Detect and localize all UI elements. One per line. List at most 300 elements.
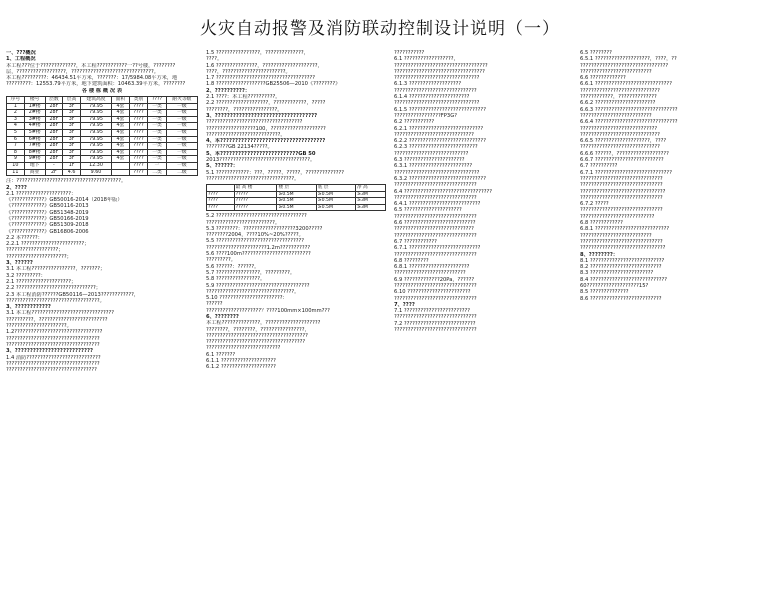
text-line: ??????????????????????????????? <box>580 188 666 195</box>
text-line: 《????????????》GB51309-2018 <box>6 222 89 229</box>
text-line: ?????????????????????????????? <box>394 327 477 334</box>
text-line: 1.4 消防??????????????????????????? <box>6 354 101 361</box>
text-line: 3、???????????? <box>6 304 51 311</box>
table-cell: 4套 <box>112 103 130 110</box>
text-line: ????????，????????????????。 <box>206 106 283 113</box>
table-row <box>7 130 198 137</box>
building-table-body <box>7 103 198 176</box>
text-line: ????????????????????????????? <box>394 226 474 233</box>
install-table-body <box>207 191 386 211</box>
text-line: 2.2 ?????????????????????????????； <box>6 285 101 292</box>
table-cell: 一 <box>148 163 167 170</box>
text-line: 6、???????? <box>206 313 239 320</box>
table-cell: 一级 <box>166 143 197 150</box>
table-cell: 79.95 <box>80 143 111 150</box>
table-cell: 79.95 <box>80 103 111 110</box>
text-line: 《????????????》GB50016-2014（2018年版） <box>6 197 123 204</box>
text-line: 6.1.2 ???????????????????? <box>206 364 276 371</box>
text-line: 8.6 ?????????????????????????? <box>580 295 662 302</box>
text-line: ?????????????????????????? <box>394 270 466 277</box>
table-cell: ≥0.5M <box>316 204 355 211</box>
text-line: ????????????????????????????????? <box>6 367 97 374</box>
text-line: 2.2.1 ???????????????????????； <box>6 241 90 248</box>
table-cell: 一类 <box>148 110 167 117</box>
text-line: ?????????????????FP3G? <box>394 112 457 119</box>
text-line: 6.1.5 ???????????????????????????? <box>394 106 486 113</box>
text-line: 5、本??????????????????????????GB 50 <box>206 150 316 157</box>
text-line: 1.2???????????????????????????????? <box>6 329 103 336</box>
text-line: 6.1.4 ?????????????????????? <box>394 94 470 101</box>
table-cell: 7#楼 <box>24 143 45 150</box>
table-cell: 5#楼 <box>24 130 45 137</box>
table-cell: 3F <box>63 136 81 143</box>
table-cell: 79.95 <box>80 156 111 163</box>
text-line: 5.5 ???????????????????????????????? <box>206 238 305 245</box>
table-cell: 一级 <box>166 156 197 163</box>
text-line: ??????????????????????????? <box>580 213 655 220</box>
table-cell: 8 <box>7 149 25 156</box>
table-cell: 9#楼 <box>24 156 45 163</box>
text-line: 2013?????????????????????????????????。 <box>206 157 316 164</box>
text-line: ???????????????????????????????? <box>580 62 669 69</box>
table-cell: 二级 <box>166 169 197 176</box>
text-line: 注：??????????????????????????????????????。 <box>6 178 127 185</box>
text-line: 8.2 ?????????????????????????? <box>580 264 662 271</box>
text-line: ??????????????????????????????????。 <box>6 297 105 304</box>
table-cell: 12.30 <box>80 163 111 170</box>
table-cell: 2F <box>45 169 63 176</box>
text-line: 6.5.1 ????????????????????，????，?? <box>580 56 677 63</box>
text-line: ?????????????????????????????? <box>394 194 477 201</box>
text-line: ??????????????????????1.2m??????????? <box>206 244 311 251</box>
table-cell: 4套 <box>112 149 130 156</box>
table-cell: ≥0.5M <box>316 198 355 205</box>
table-cell: 3F <box>63 103 81 110</box>
text-line: ????????????????????????????????。 <box>206 288 300 295</box>
table-cell: 4 <box>7 123 25 130</box>
text-line: ??????????????????????????????? <box>394 169 480 176</box>
column-2 <box>206 50 386 602</box>
table-cell: 1 <box>7 103 25 110</box>
table-cell: 4#楼 <box>24 123 45 130</box>
table-cell: 79.95 <box>80 136 111 143</box>
table-cell: ???? <box>207 191 235 198</box>
text-line: 6.6.6 ??????，??????????????????? <box>580 150 669 157</box>
table-cell: 5 <box>7 130 25 137</box>
text-line: 2、???? <box>6 184 27 191</box>
building-table <box>6 96 198 176</box>
table-cell: 28F <box>45 130 63 137</box>
table-cell: 一级 <box>166 149 197 156</box>
table-cell: ???? <box>129 156 148 163</box>
text-line: 6.3.1 ??????????????????????? <box>394 163 473 170</box>
table-cell: 79.95 <box>80 149 111 156</box>
linkage-text <box>394 50 572 333</box>
text-line: 6.8.1 ??????????????????????????? <box>580 226 670 233</box>
text-line: ????????2004，????10%~20%?????。 <box>206 232 304 239</box>
text-line: ????????????????????????????? <box>580 131 660 138</box>
text-line: 5.9 ?????????????????????????????????? <box>206 282 310 289</box>
text-line: ?????????????????????????? <box>580 232 652 239</box>
text-line: ?????????????????????????????? <box>394 182 477 189</box>
text-line: 6.1 ??????? <box>206 351 236 358</box>
text-line: 1.5 ????????????????，??????????????， <box>206 50 309 56</box>
table-cell: 4套 <box>112 143 130 150</box>
table-cell: ???? <box>129 169 148 176</box>
text-line: ???????????????????； <box>6 247 64 254</box>
table-cell: ???? <box>129 163 148 170</box>
text-line: 8.1 ??????????????????????????? <box>580 257 665 264</box>
text-line: 6.6.3 ?????????????????????????????? <box>580 106 678 113</box>
table-cell: ???? <box>207 204 235 211</box>
standards-text <box>6 178 198 373</box>
table-row <box>7 156 198 163</box>
table-cell: 4套 <box>112 136 130 143</box>
building-table-header <box>7 97 198 104</box>
table-cell: 一类 <box>148 123 167 130</box>
text-line: 2.2 本??????： <box>6 234 43 241</box>
text-line: 6.7.2 ????? <box>580 201 609 208</box>
table-cell: 2#楼 <box>24 110 45 117</box>
text-line: 6.6.4 ?????????????????????????????? <box>580 119 678 126</box>
table-cell: 3#楼 <box>24 116 45 123</box>
text-line: ?????????????????????????????? <box>580 207 663 214</box>
table-cell: 28F <box>45 149 63 156</box>
table-cell: 9 <box>7 156 25 163</box>
text-line: 8、????????： <box>580 251 619 258</box>
text-line: ?????????。 <box>206 257 236 264</box>
table-cell: 3F <box>63 116 81 123</box>
text-line: 《????????????》GB51348-2019 <box>6 209 89 216</box>
text-line: 3.1 本工程????????????????，???????； <box>6 266 106 273</box>
table-cell: 3F <box>63 143 81 150</box>
control-text <box>580 50 756 302</box>
table-cell: ????? <box>234 198 277 205</box>
column-1 <box>6 50 198 602</box>
table-cell: ≥0.5M <box>277 198 316 205</box>
text-line: 6.1.3 ??????????????????? <box>394 81 462 88</box>
table-cell: 一级 <box>166 163 197 170</box>
table-row <box>207 204 386 211</box>
text-line: 2.3 本工程消防??????GB50116—2013????????????， <box>6 291 140 298</box>
text-line: ??????????????????????????????? <box>394 100 480 107</box>
table-cell: 4套 <box>112 130 130 137</box>
table-cell: 一级 <box>166 116 197 123</box>
table-cell: 10 <box>7 163 25 170</box>
table-cell: ???? <box>129 116 148 123</box>
table-cell: 8#楼 <box>24 149 45 156</box>
install-text <box>206 213 386 370</box>
table-cell: 79.95 <box>80 123 111 130</box>
table-row <box>7 169 198 176</box>
text-line: ????，???????????????????????。 <box>206 68 291 75</box>
table-cell: 28F <box>45 116 63 123</box>
table-cell: 商业 <box>24 169 45 176</box>
text-line: 2.1 ????：本工程??????????。 <box>206 94 281 101</box>
text-line: 5.6 ??????：??????。 <box>206 263 260 270</box>
text-line: 6.8.1 ?????????????????????? <box>394 264 470 271</box>
text-line: 6.1 ??????????????????， <box>394 56 459 63</box>
text-line: 3、?????????????????????????????????? <box>206 112 318 119</box>
table-cell: 79.95 <box>80 116 111 123</box>
text-line: ????????????，?????????????? <box>580 94 657 101</box>
text-line: 《????????????》GB16806-2006 <box>6 228 89 235</box>
table-cell: 28F <box>45 136 63 143</box>
table-cell: ???? <box>129 103 148 110</box>
text-line: 1.7 ???????????????????????????????????? <box>206 75 316 82</box>
text-line: 5.10 ???????????????????????： <box>206 295 288 302</box>
text-line: ????????GB 22134?????。 <box>206 144 273 151</box>
text-line: 6.4 ???????????????????????????????? <box>394 188 493 195</box>
text-line: 本工程???位于?????????????，本工程???????????一??号楼，???????? <box>6 62 176 69</box>
text-line: ??????????????????????； <box>6 253 72 260</box>
text-line: ?????????????????????????????? <box>394 282 477 289</box>
column-4 <box>580 50 756 602</box>
text-line: 5、??????： <box>206 163 239 170</box>
table-cell: - <box>45 163 63 170</box>
text-line: 8.3 ??????????????????????? <box>580 270 654 277</box>
table-cell: 28F <box>45 123 63 130</box>
text-line: 5.1 ????????????：???、?????、?????，?????????????? <box>206 169 345 176</box>
text-line: 3、?????????????????????????? <box>6 348 94 355</box>
table-row <box>7 136 198 143</box>
table-cell <box>112 163 130 170</box>
text-line: ??????????????????100，???????????????????? <box>206 125 326 132</box>
table-cell: ????? <box>234 204 277 211</box>
text-line: 5.3 ????????：???????????????????3200????? <box>206 225 323 232</box>
text-line: ????????????????????????????????? <box>394 68 485 75</box>
page-title: 火灾自动报警及消防联动控制设计说明（一） <box>200 19 560 39</box>
table-cell: 28F <box>45 110 63 117</box>
text-line: 6.6.5 ????????????????????，???? <box>580 138 667 145</box>
text-line: ?????????????????????????????? <box>580 238 663 245</box>
text-line: ??????????????????????。 <box>6 323 72 330</box>
text-line: ??????????????????????????? <box>206 345 281 352</box>
text-line: 5.7 ????????????????，?????????。 <box>206 269 296 276</box>
table-cell: 3F <box>63 123 81 130</box>
table-cell: 一级 <box>166 123 197 130</box>
table-cell: ≥0.5M <box>277 191 316 198</box>
table-cell: 层高 <box>63 97 81 104</box>
table-cell <box>112 169 130 176</box>
table-cell: 3 <box>7 116 25 123</box>
table-cell: 层数 <box>45 97 63 104</box>
text-line: ??????????????????????????????? <box>580 245 666 252</box>
text-line: 4、本??????????????????????????????????? <box>206 138 326 145</box>
text-line: 7.1 ???????????????????????? <box>394 308 470 315</box>
table-cell: ????? <box>234 191 277 198</box>
table-cell: ???? <box>207 198 235 205</box>
text-line: ?????? <box>206 301 223 308</box>
table-cell: 一类 <box>148 143 167 150</box>
table-row <box>7 123 198 130</box>
table-cell: 底 层 <box>316 185 355 192</box>
text-line: ????。 <box>206 56 223 63</box>
text-line: ?????????????????????????????? <box>394 232 477 239</box>
text-line: ?????????????????????????????????? <box>6 341 100 348</box>
text-line: ?????????????????????????????? <box>580 182 663 189</box>
text-line: 2.1 ????????????????????： <box>6 190 77 197</box>
text-line: ????????????????????????????????。 <box>206 175 300 182</box>
table-cell: ≥0.5M <box>316 191 355 198</box>
text-line: ????????????????????????????? <box>580 87 660 94</box>
text-line: 1.6 ???????????????，????????????????????， <box>206 62 323 69</box>
table-cell: 耐火等级 <box>166 97 197 104</box>
text-line: 6.7 ?????????? <box>580 163 618 170</box>
text-line: ????????????????????????????? <box>580 144 660 151</box>
text-line: 6.1.1 ???????????????????? <box>206 358 276 365</box>
text-line: 6.4.1 ?????????????????????????? <box>394 201 481 208</box>
table-cell: 类别 <box>129 97 148 104</box>
intro-text <box>6 50 198 88</box>
text-line: ?????????????????????????????????? <box>394 62 488 69</box>
text-line: 6.6 ????????????? <box>580 75 626 82</box>
table-cell: 7 <box>7 143 25 150</box>
text-line: ???????????????????????????。 <box>206 131 286 138</box>
table-cell: 28F <box>45 103 63 110</box>
table-cell: 1F <box>63 163 81 170</box>
building-table-title: 各 楼 栋 概 况 表 <box>81 87 123 94</box>
text-line: 60???????????????????15? <box>580 282 649 289</box>
text-line: 2、??????????： <box>206 87 251 94</box>
table-cell: 一级 <box>166 136 197 143</box>
table-cell: ???? <box>129 110 148 117</box>
table-cell: 一级 <box>166 130 197 137</box>
text-line: 6.7.1 ?????????????????????????? <box>394 245 481 252</box>
text-line: 6.3.2 ???????????????????????????? <box>394 175 486 182</box>
table-cell: 4.6 <box>63 169 81 176</box>
table-cell: 一类 <box>148 156 167 163</box>
text-line: 8.4 ???????????????????????????? <box>580 276 667 283</box>
text-line: ?????????????????????????????? <box>580 194 663 201</box>
text-line: 《????????????》GB50116-2013 <box>6 203 89 210</box>
column-3 <box>394 50 572 602</box>
text-line: 2.2 ???????????????????，????????????，????? <box>206 100 326 107</box>
table-cell: 1#楼 <box>24 103 45 110</box>
text-line: ?????????????????????????????????? <box>6 360 100 367</box>
table-cell: 建筑高度 <box>80 97 111 104</box>
table-cell: ???? <box>129 123 148 130</box>
text-line: 6.9 ?????????????20Pa，?????? <box>394 276 475 283</box>
text-line: ?????????????????????????????? <box>394 314 477 321</box>
table-row <box>7 163 198 170</box>
text-line: 6.3 ?????????????????????? <box>394 157 465 164</box>
text-line: ???????????????????????????????????? <box>206 339 306 346</box>
table-cell: 一类 <box>148 103 167 110</box>
table-cell: ???? <box>129 149 148 156</box>
text-line: 6.2 ??????????? <box>394 119 435 126</box>
text-line: 6.2.2 ???????????????????????????? <box>394 138 486 145</box>
table-cell: 一类 <box>148 136 167 143</box>
table-cell: 6 <box>7 136 25 143</box>
table-cell: 3F <box>63 130 81 137</box>
table-cell: 28F <box>45 143 63 150</box>
text-line: 《????????????》GB50166-2019 <box>6 215 89 222</box>
text-line: 层，??????????????????，??????????????????????????????。 <box>6 68 159 75</box>
table-cell: 一级 <box>166 103 197 110</box>
text-line: ?????????????????????????? <box>580 68 652 75</box>
table-cell: ≥0.5M <box>277 204 316 211</box>
text-line: 7、???? <box>394 301 415 308</box>
text-line: 2.1 ????????????????????； <box>6 278 77 285</box>
table-cell: ≥3M <box>356 198 386 205</box>
text-line: 6.6.1 ???????????????????????????? <box>580 81 672 88</box>
text-line: ??????????????????????????? <box>394 150 469 157</box>
text-line: ?????????：12553.79平方米，地下建筑面积：10463.39平方米，???????? <box>6 81 186 88</box>
table-cell: 6#楼 <box>24 136 45 143</box>
table-cell: 一类 <box>148 149 167 156</box>
table-cell: 4套 <box>112 110 130 117</box>
text-line: ?????????????????????????????? <box>394 87 477 94</box>
table-cell: 3F <box>63 156 81 163</box>
table-cell: 28F <box>45 156 63 163</box>
table-cell: 一类 <box>148 130 167 137</box>
table-cell: ???? <box>129 130 148 137</box>
table-cell: 地下 <box>24 163 45 170</box>
install-table <box>206 184 386 211</box>
table-row <box>7 116 198 123</box>
text-line: ??????????????????????????????? <box>394 75 480 82</box>
text-line: 8.5 ?????????????? <box>580 289 629 296</box>
table-row <box>7 103 198 110</box>
text-line: ??????????，????????????????????????? <box>6 316 108 323</box>
text-line: 本工程??????????????，???????????????????? <box>206 320 321 327</box>
text-line: ??????????????????????????????????? <box>206 119 303 126</box>
table-cell: 4套 <box>112 123 130 130</box>
text-line: ?????????????????????????????????? <box>6 335 100 342</box>
text-line: ?????????????????????????????? <box>580 175 663 182</box>
text-line: 6.8 ???????????? <box>580 220 623 227</box>
table-cell: 11 <box>7 169 25 176</box>
table-cell: 一级 <box>166 110 197 117</box>
text-line: 6.6.2 ?????????????????????? <box>580 100 656 107</box>
text-line: 6.5 ????????????????????? <box>394 207 462 214</box>
text-line: 5.6 ????100m????????????????????????? <box>206 251 311 258</box>
table-cell: 楼 层 <box>277 185 316 192</box>
text-line: 3.1 本工程?????????????????????????????? <box>6 310 115 317</box>
text-line: ?????????????????????????? <box>580 112 652 119</box>
table-row <box>7 143 198 150</box>
text-line: 3.2 ?????????： <box>6 272 46 279</box>
text-line: ???????????????????????????? <box>580 125 658 132</box>
table-cell: ≥3M <box>356 191 386 198</box>
text-line: ?????????????????????????????? <box>394 213 477 220</box>
text-line: 6.5 ???????? <box>580 50 612 56</box>
text-line: 6.6.7 ????????????????????????? <box>580 157 664 164</box>
table-cell: 最 高 楼 <box>234 185 277 192</box>
table-cell: 2 <box>7 110 25 117</box>
text-line: 1、工程概况 <box>6 56 36 63</box>
text-line: 6.7 ???????????? <box>394 238 437 245</box>
text-line: 6.7.1 ???????????????????????????? <box>580 169 672 176</box>
text-line: ????????????????????????????? <box>394 131 474 138</box>
table-cell: 79.95 <box>80 130 111 137</box>
text-line: ?????????????????????????????? <box>394 251 477 258</box>
text-line: 6.2.1 ??????????????????????????? <box>394 125 484 132</box>
table-cell: 4套 <box>112 156 130 163</box>
table-cell: 二类 <box>148 169 167 176</box>
table-row <box>7 110 198 117</box>
text-line: 3、?????? <box>6 260 33 267</box>
table-cell: ≥3M <box>356 204 386 211</box>
text-line: ?????????????????????????。 <box>206 219 281 226</box>
text-line: 6.10 ??????????????????????? <box>394 289 471 296</box>
table-cell: 面积 <box>112 97 130 104</box>
table-cell: 4套 <box>112 116 130 123</box>
table-cell: 3F <box>63 110 81 117</box>
table-cell: 79.95 <box>80 110 111 117</box>
text-line: ????????????????????????????????????? <box>206 332 308 339</box>
